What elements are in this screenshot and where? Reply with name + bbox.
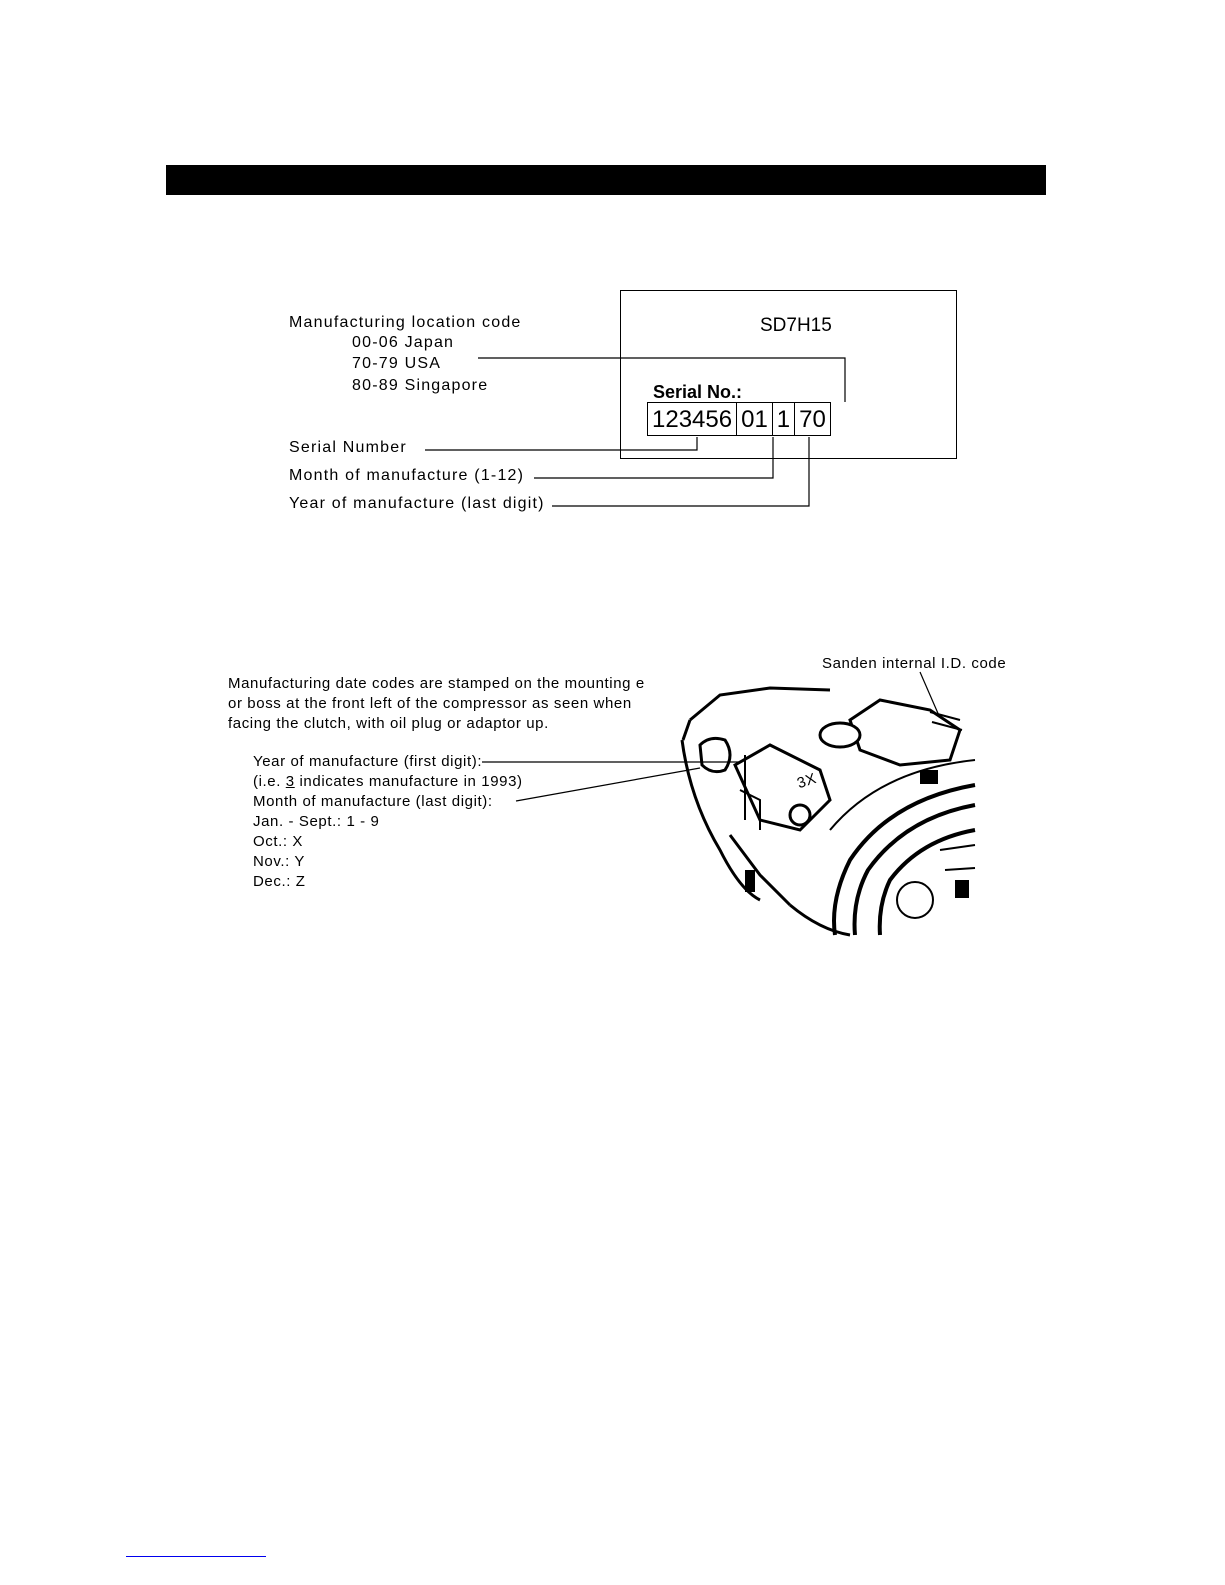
month-code-nov: Nov.: Y — [253, 853, 305, 870]
year-first-digit-label: Year of manufacture (first digit): — [253, 753, 483, 770]
year-example: (i.e. 3 indicates manufacture in 1993) — [253, 773, 523, 790]
serial-segment-month: 01 — [736, 402, 773, 436]
location-code-title: Manufacturing location code — [289, 314, 522, 331]
intro-line-1: Manufacturing date codes are stamped on the mounting e — [228, 675, 645, 692]
serial-segment-serial: 123456 — [647, 402, 737, 436]
serial-segment-location: 70 — [794, 402, 831, 436]
callout-year: Year of manufacture (last digit) — [289, 495, 545, 512]
month-code-dec: Dec.: Z — [253, 873, 306, 890]
location-code-japan: 00-06 Japan — [352, 334, 455, 351]
intro-line-3: facing the clutch, with oil plug or adaptor up. — [228, 715, 549, 732]
footnote-rule — [126, 1556, 266, 1557]
month-code-oct: Oct.: X — [253, 833, 304, 850]
serial-segment-year: 1 — [772, 402, 795, 436]
sanden-id-code-label: Sanden internal I.D. code — [822, 655, 1007, 672]
intro-line-2: or boss at the front left of the compressor as seen when — [228, 695, 632, 712]
date-code-stamp: 3X — [795, 770, 819, 793]
example-digit: 3 — [285, 773, 295, 790]
callout-month: Month of manufacture (1-12) — [289, 467, 525, 484]
month-code-jan-sept: Jan. - Sept.: 1 - 9 — [253, 813, 380, 830]
model-number: SD7H15 — [760, 315, 832, 336]
location-code-singapore: 80-89 Singapore — [352, 377, 489, 394]
callout-serial-number: Serial Number — [289, 439, 407, 456]
serial-number-heading: Serial No.: — [653, 382, 743, 402]
month-last-digit-label: Month of manufacture (last digit): — [253, 793, 493, 810]
location-code-usa: 70-79 USA — [352, 355, 442, 372]
